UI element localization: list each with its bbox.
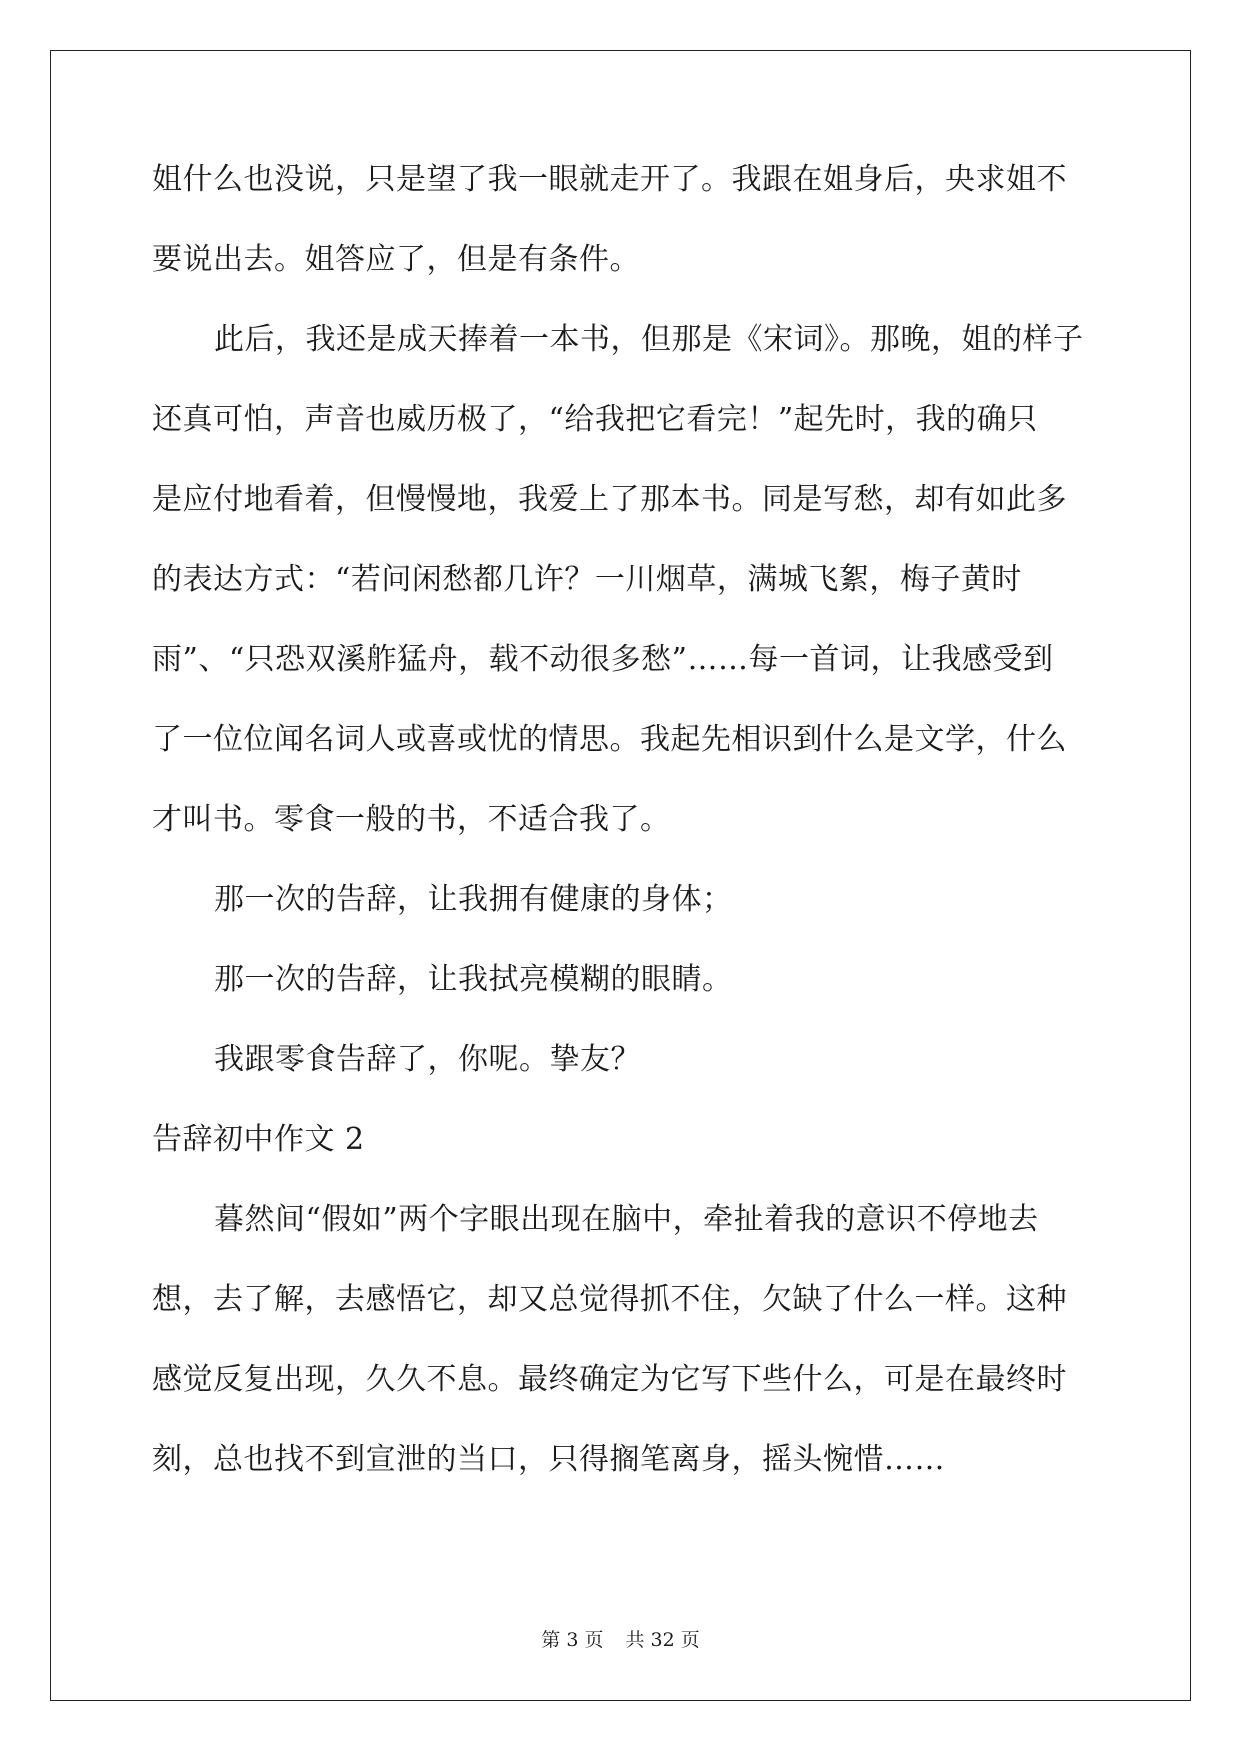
text-line: 雨”、“只恐双溪舴猛舟，载不动很多愁”……每一首词，让我感受到 <box>152 642 1054 677</box>
document-body <box>152 160 1088 1480</box>
page-footer <box>0 1628 1241 1652</box>
text-line: 想，去了解，去感悟它，却又总觉得抓不住，欠缺了什么一样。这种 <box>152 1282 1067 1317</box>
text-line: 才叫书。零食一般的书，不适合我了。 <box>152 802 671 837</box>
paragraph-start-line: 那一次的告辞，让我拥有健康的身体； <box>214 882 733 917</box>
text-line: 的表达方式：“若问闲愁都几许？一川烟草，满城飞絮，梅子黄时 <box>152 562 1022 597</box>
paragraph-start-line: 暮然间“假如”两个字眼出现在脑中，牵扯着我的意识不停地去 <box>214 1202 1039 1237</box>
text-line: 了一位位闻名词人或喜或忧的情思。我起先相识到什么是文学，什么 <box>152 722 1067 757</box>
text-line: 是应付地看着，但慢慢地，我爱上了那本书。同是写愁，却有如此多 <box>152 482 1067 517</box>
text-line: 姐什么也没说，只是望了我一眼就走开了。我跟在姐身后，央求姐不 <box>152 162 1067 197</box>
text-line: 要说出去。姐答应了，但是有条件。 <box>152 242 640 277</box>
paragraph-start-line: 那一次的告辞，让我拭亮模糊的眼睛。 <box>214 962 733 997</box>
page-number: 第 3 页 <box>541 1629 604 1651</box>
paragraph-start-line: 此后，我还是成天捧着一本书，但那是《宋词》。那晚，姐的样子 <box>214 322 1084 357</box>
text-line: 还真可怕，声音也威历极了，“给我把它看完！”起先时，我的确只 <box>152 402 1038 437</box>
paragraph-start-line: 我跟零食告辞了，你呢。挚友？ <box>214 1042 641 1077</box>
text-line: 感觉反复出现，久久不息。最终确定为它写下些什么，可是在最终时 <box>152 1362 1067 1397</box>
section-heading: 告辞初中作文 2 <box>152 1122 365 1157</box>
text-line: 刻，总也找不到宣泄的当口，只得搁笔离身，摇头惋惜…… <box>152 1442 945 1477</box>
page-total: 共 32 页 <box>625 1629 700 1651</box>
